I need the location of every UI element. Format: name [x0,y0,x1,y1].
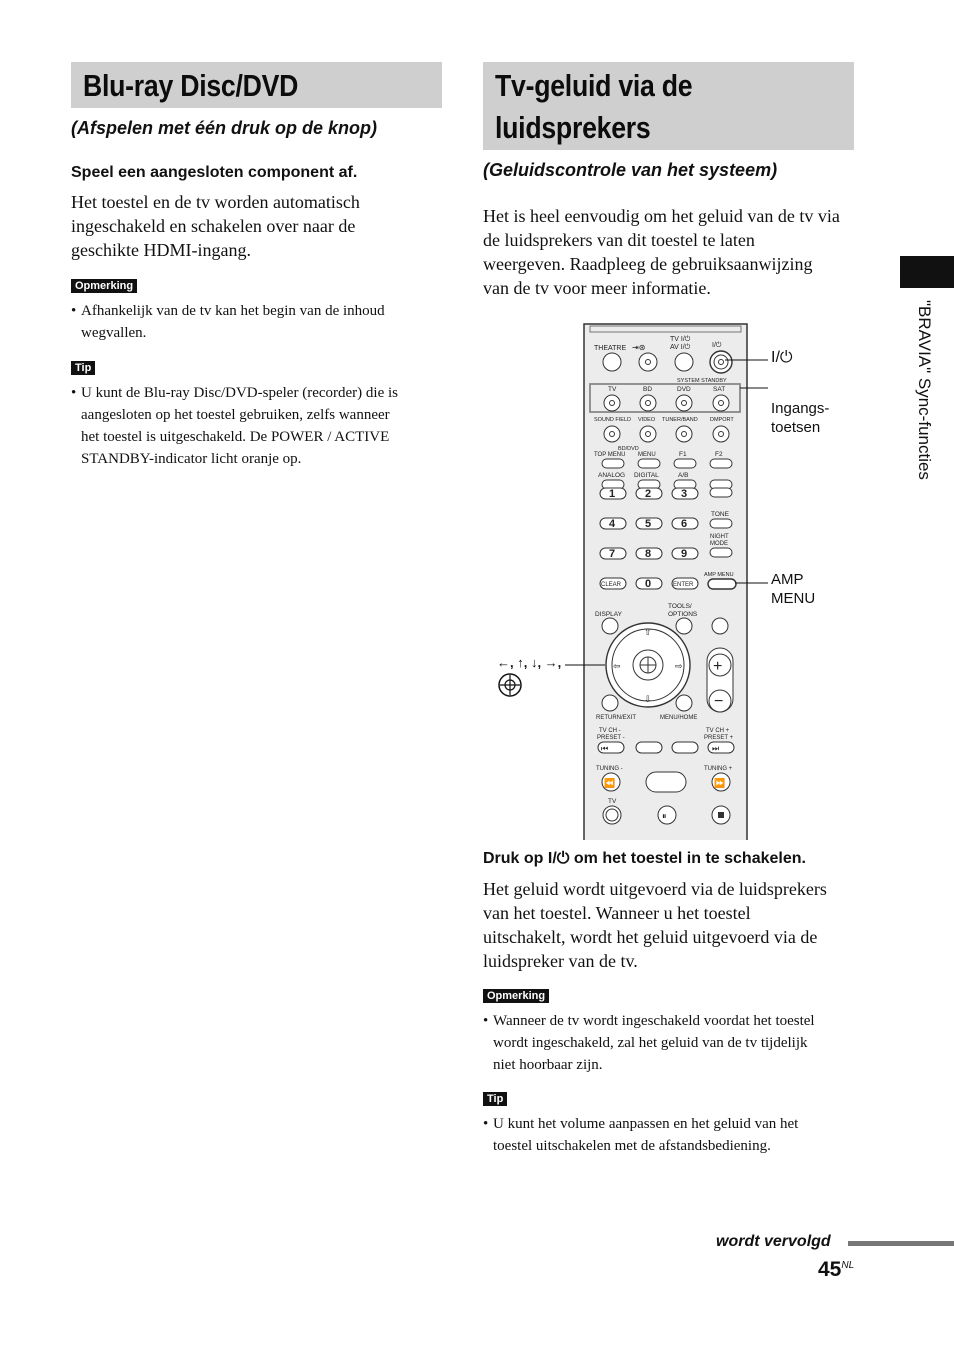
svg-text:OPTIONS: OPTIONS [668,611,698,618]
svg-text:F2: F2 [715,451,723,458]
svg-text:DISPLAY: DISPLAY [595,611,622,618]
left-subtitle: (Afspelen met één druk op de knop) [71,118,378,138]
left-tip-label: Tip [71,361,95,375]
theatre-label: THEATRE [594,345,627,352]
left-section-title: Blu-ray Disc/DVD [83,68,299,103]
svg-text:DMPORT: DMPORT [710,417,734,423]
right-intro-text: Het is heel eenvoudig om het geluid van de tv via de luidsprekers van dit toestel te laten weergeven. Raadpleeg de gebruiksaanwijzing van de tv voor meer informatie. [483,206,840,298]
section-tab-marker [900,256,954,288]
svg-text:TUNING +: TUNING + [704,766,733,772]
svg-text:ANALOG: ANALOG [598,472,626,479]
svg-text:TOP MENU: TOP MENU [594,452,626,458]
power-label: I/⏻ [712,342,722,349]
enter-icon [497,672,523,698]
svg-text:TUNER/BAND: TUNER/BAND [662,417,698,423]
svg-text:⏸: ⏸ [662,811,667,821]
svg-text:SAT: SAT [713,386,726,393]
svg-text:TONE: TONE [711,511,729,518]
svg-text:TV: TV [608,386,617,393]
callout-amp-menu: AMP MENU [771,571,816,607]
svg-text:1: 1 [609,488,616,500]
svg-text:⇦: ⇦ [613,661,621,671]
svg-text:PRESET +: PRESET + [704,735,734,741]
svg-text:AMP MENU: AMP MENU [704,572,734,578]
svg-text:TV CH -: TV CH - [599,728,621,734]
svg-text:TOOLS/: TOOLS/ [668,603,692,610]
continued-label: wordt vervolgd [716,1233,831,1250]
svg-text:MENU: MENU [638,452,656,458]
svg-text:MENU/HOME: MENU/HOME [660,715,698,721]
svg-text:⏭: ⏭ [712,744,720,753]
svg-text:F1: F1 [679,451,687,458]
left-tip: • U kunt de Blu-ray Disc/DVD-speler (recorder) die is aangesloten op het toestel gebruiken, zelfs wanneer het toestel is uitgeschakeld. De POWER / ACTIVE STANDBY-indicator licht oranje op. [71,385,398,467]
callout-power: I/⏻ [771,349,793,366]
svg-text:DIGITAL: DIGITAL [634,472,659,479]
svg-text:6: 6 [681,518,688,530]
svg-text:CLEAR: CLEAR [601,582,622,588]
right-note: • Wanneer de tv wordt ingeschakeld voordat het toestel wordt ingeschakeld, zal het geluid van de tv tijdelijk niet hoorbaar zijn. [483,1013,815,1073]
right-title-bar [483,62,854,150]
svg-text:TV: TV [608,798,617,805]
right-tip-label: Tip [483,1092,507,1106]
right-tip: • U kunt het volume aanpassen en het geluid van het toestel uitschakelen met de afstandsbediening. [483,1116,799,1154]
svg-text:7: 7 [609,548,616,560]
svg-text:BD: BD [643,386,653,393]
svg-text:⇥⊛: ⇥⊛ [632,343,646,352]
right-section-title-line2: luidsprekers [495,110,651,145]
right-note-label: Opmerking [483,989,549,1003]
callout-arrow-keys: ←, ↑, ↓, →, [497,655,562,670]
svg-text:⏩: ⏩ [714,778,726,788]
svg-text:⏪: ⏪ [604,778,616,788]
left-note: • Afhankelijk van de tv kan het begin van de inhoud wegvallen. [71,303,385,341]
svg-text:5: 5 [645,518,652,530]
svg-text:ENTER: ENTER [673,582,694,588]
left-note-label: Opmerking [71,279,137,293]
svg-text:A/B: A/B [678,472,689,479]
svg-text:3: 3 [681,488,688,500]
right-step-heading: Druk op I/⏻ om het toestel in te schakelen. [483,850,806,867]
left-step-heading: Speel een aangesloten component af. [71,164,358,181]
continued-bar [848,1241,954,1246]
svg-text:RETURN/EXIT: RETURN/EXIT [596,715,637,721]
svg-text:NIGHT: NIGHT [710,534,729,540]
svg-text:9: 9 [681,548,688,560]
svg-text:4: 4 [609,518,616,530]
svg-text:⇩: ⇩ [644,694,652,704]
tv-power-label: TV I/⏻ [670,336,691,343]
left-title-bar [71,62,442,108]
svg-text:PRESET -: PRESET - [597,735,625,741]
svg-text:MODE: MODE [710,541,728,547]
callout-lines [560,340,770,690]
section-sidebar-label: "BRAVIA" Sync-functies [915,300,934,480]
right-section-title-line1: Tv-geluid via de [495,68,693,103]
svg-text:⇨: ⇨ [675,661,683,671]
right-body-text: Het geluid wordt uitgevoerd via de luidsprekers van het toestel. Wanneer u het toestel uitschakelt, wordt het geluid uitgevoerd via de luidspreker van de tv. [483,879,827,971]
svg-text:BD/DVD: BD/DVD [618,446,639,452]
svg-text:TV CH +: TV CH + [706,728,730,734]
svg-text:SOUND FIELD: SOUND FIELD [594,417,631,423]
page-number: $45^{NL}$ [818,1258,855,1281]
svg-text:2: 2 [645,488,652,500]
svg-text:TUNING -: TUNING - [596,766,623,772]
svg-text:8: 8 [645,548,652,560]
svg-text:⇧: ⇧ [644,627,652,637]
right-subtitle: (Geluidscontrole van het systeem) [483,160,778,180]
system-standby-label: SYSTEM STANDBY [677,378,727,384]
svg-text:VIDEO: VIDEO [638,417,656,423]
svg-text:⏮: ⏮ [601,744,609,753]
svg-text:DVD: DVD [677,386,691,393]
svg-text:0: 0 [645,578,652,590]
svg-text:+: + [713,658,723,675]
svg-text:−: − [714,693,724,710]
callout-input-keys: Ingangs- toetsen [771,400,830,436]
left-body-text: Het toestel en de tv worden automatisch ingeschakeld en schakelen over naar de geschikte HDMI-ingang. [71,192,360,260]
av-power-label: AV I/⏻ [670,344,691,351]
